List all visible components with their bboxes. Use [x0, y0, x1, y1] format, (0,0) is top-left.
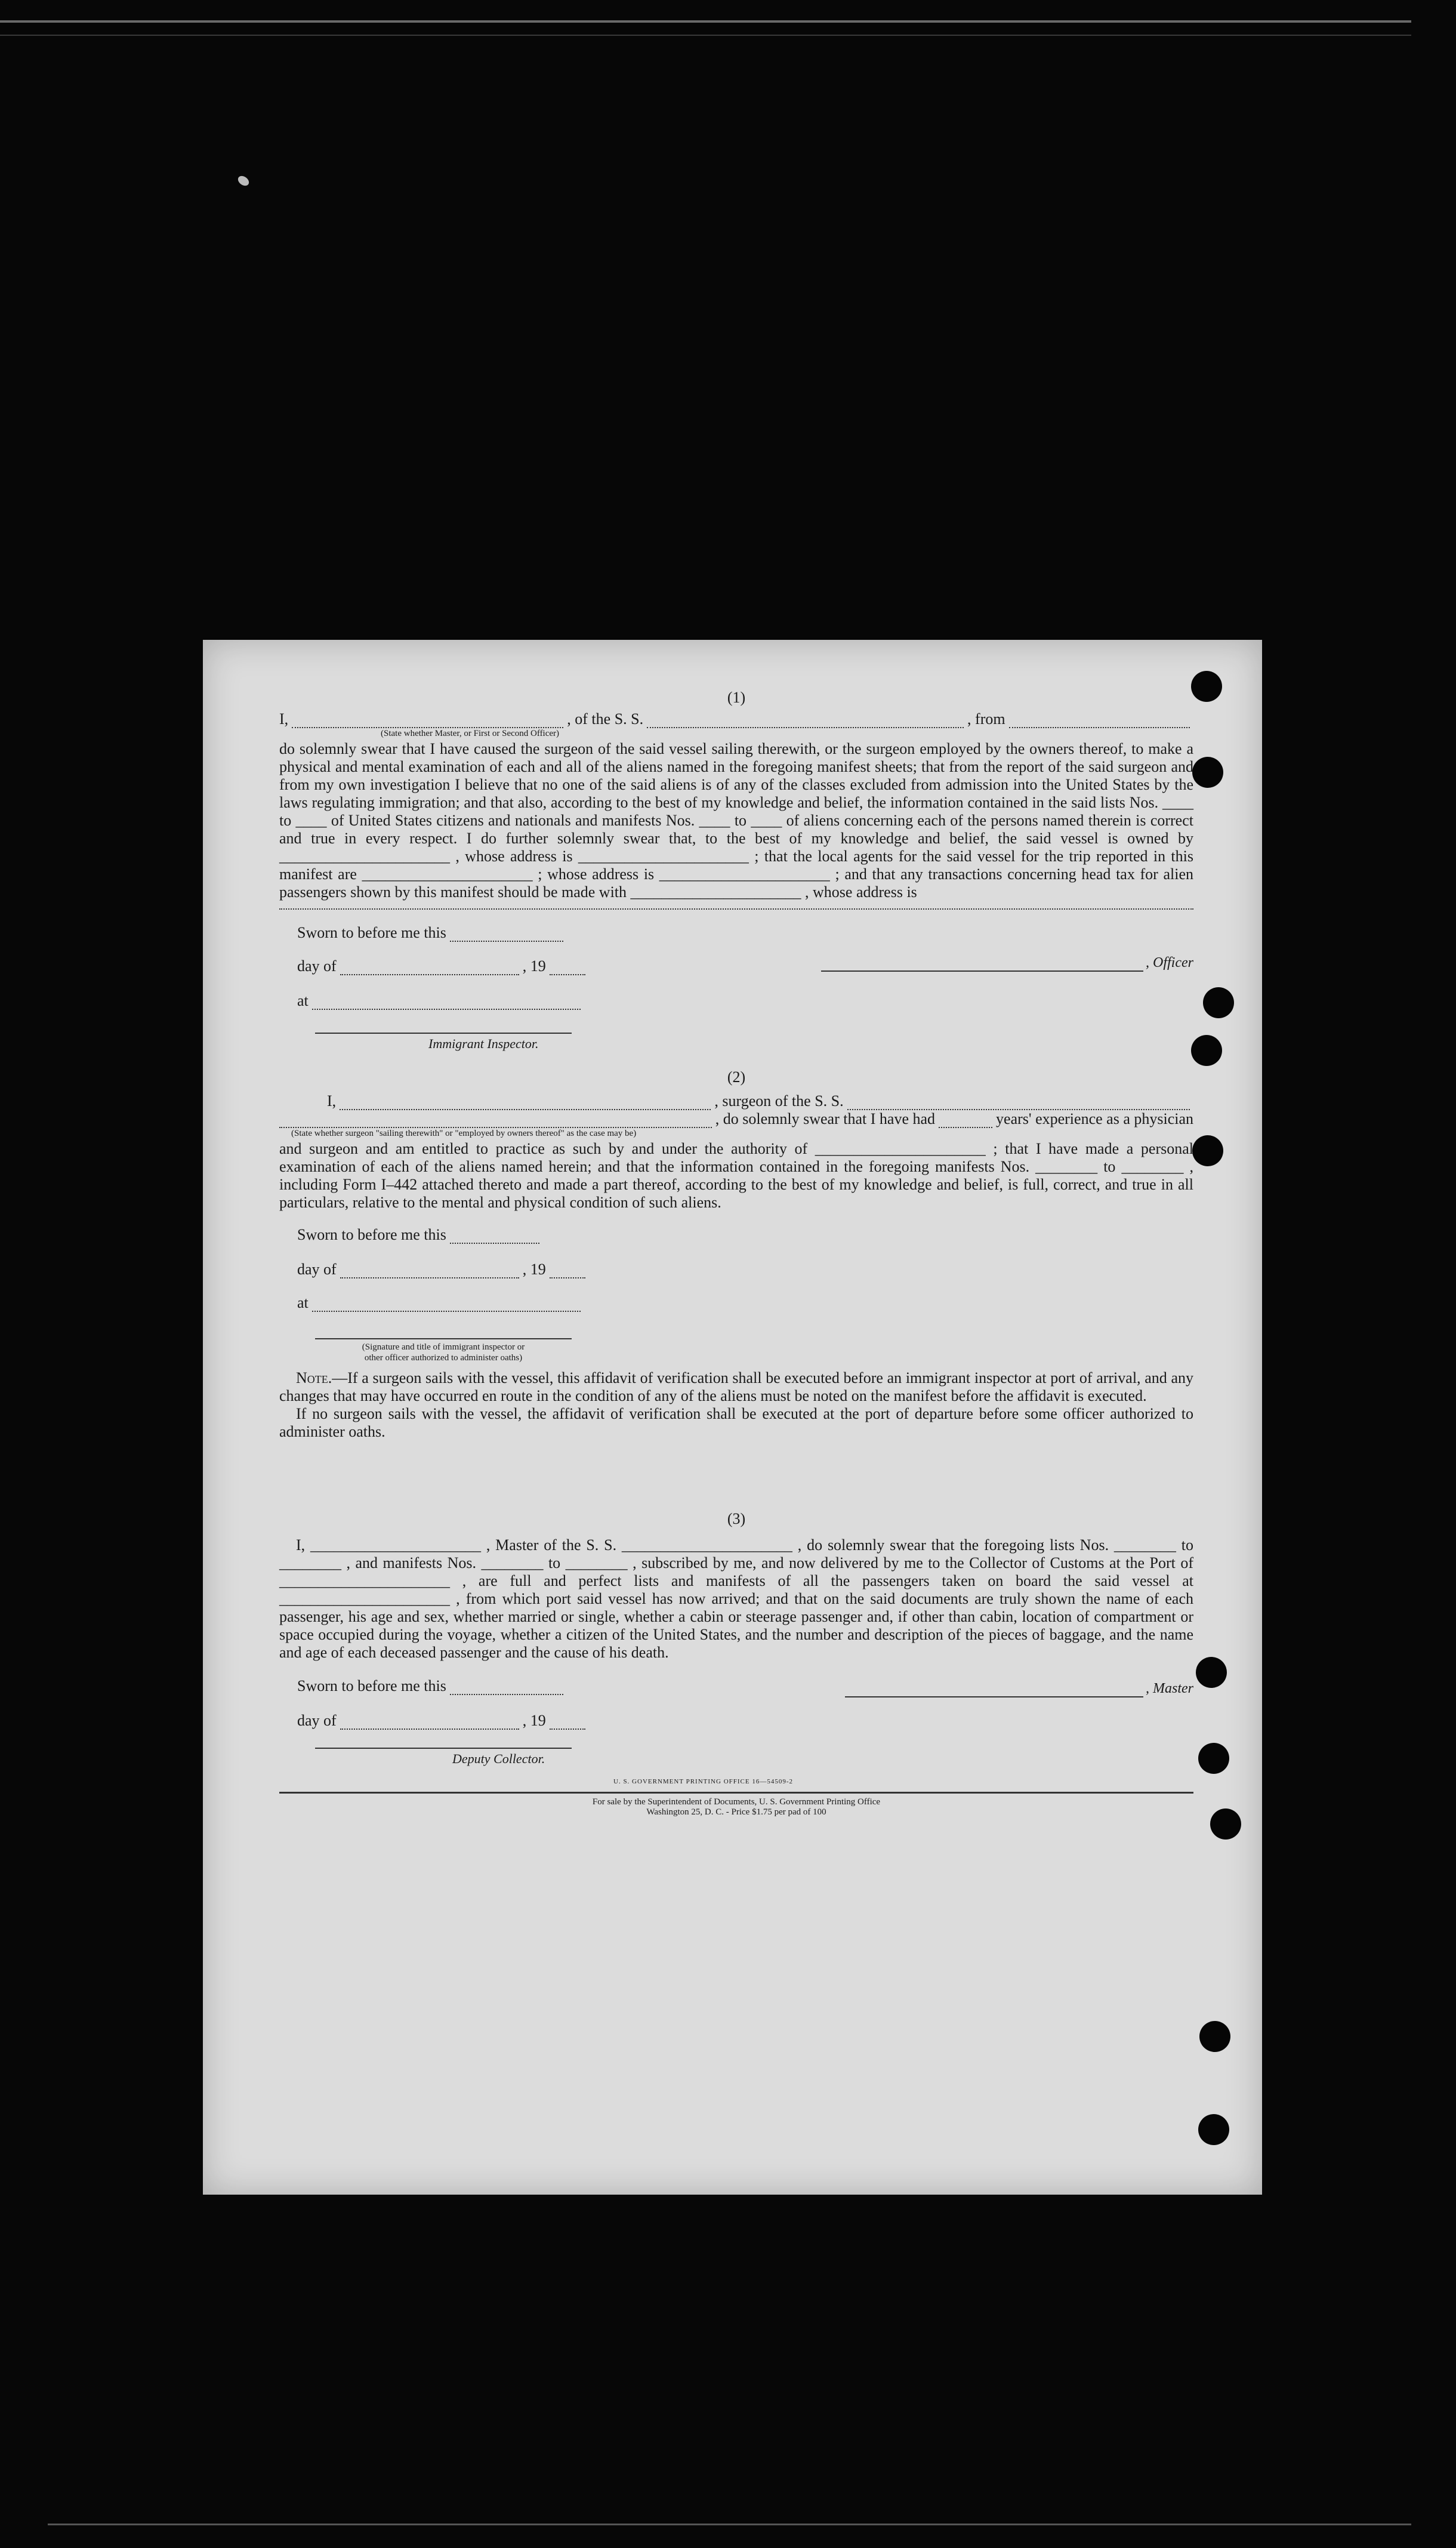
vessel-name-blank[interactable] — [647, 714, 964, 728]
signature-caption — [303, 1342, 584, 1363]
officer-caption: , Officer — [1146, 955, 1193, 970]
at-label: at — [297, 992, 309, 1009]
section-2-number: (2) — [727, 1068, 746, 1086]
sale-notice — [279, 1797, 1193, 1817]
punch-hole — [1203, 987, 1234, 1018]
sale-notice-line-1: For sale by the Superintendent of Documents, U. S. Government Printing Office — [592, 1797, 881, 1807]
note-block — [279, 1369, 1193, 1441]
officer-signature-line[interactable] — [821, 970, 1143, 972]
master-caption: , Master — [1146, 1681, 1193, 1696]
label-of-the-ss: , of the S. S. — [567, 710, 644, 728]
at-blank[interactable] — [312, 1298, 581, 1312]
punch-hole — [1192, 1135, 1223, 1166]
scan-border-top-inner — [0, 35, 1411, 36]
sworn-date-blank[interactable] — [450, 1230, 539, 1244]
section-3-jurat — [279, 1665, 1193, 1785]
day-row — [297, 1712, 589, 1730]
punch-hole — [1196, 1657, 1227, 1688]
sworn-row — [297, 1226, 543, 1244]
officer-title-caption: (State whether Master, or First or Second Officer) — [381, 729, 560, 738]
address-blank[interactable] — [279, 901, 1193, 910]
year-label: , 19 — [522, 1712, 546, 1729]
label-surgeon-of-ss: , surgeon of the S. S. — [714, 1092, 844, 1110]
signature-caption-line-1: (Signature and title of immigrant inspector or — [362, 1342, 525, 1352]
punch-hole — [1192, 757, 1223, 788]
affidavit-content — [279, 689, 1193, 1817]
inspector-signature-line[interactable] — [315, 1033, 572, 1034]
footer-rule — [279, 1792, 1193, 1794]
master-row — [845, 1680, 1193, 1697]
at-label: at — [297, 1294, 309, 1311]
label-i: I, — [327, 1092, 337, 1110]
section-2-jurat — [279, 1215, 1193, 1364]
scan-border-top — [0, 20, 1411, 23]
caption-row — [279, 1128, 1193, 1140]
at-row — [297, 1294, 584, 1312]
officer-signature-line[interactable] — [315, 1338, 572, 1339]
label-i: I, — [279, 710, 289, 728]
label-years-experience: years' experience as a physician — [996, 1110, 1193, 1127]
punch-hole — [1191, 671, 1222, 702]
section-1-jurat — [279, 913, 1193, 1056]
day-blank[interactable] — [340, 1264, 519, 1278]
officer-name-blank[interactable] — [292, 714, 563, 728]
note-label: Note. — [296, 1369, 332, 1387]
departure-port-blank[interactable] — [1009, 714, 1190, 728]
sworn-label: Sworn to before me this — [297, 1226, 446, 1243]
punch-hole — [1199, 2021, 1230, 2052]
at-row — [297, 992, 584, 1010]
document-page — [203, 640, 1262, 2195]
day-of-label: day of — [297, 1712, 337, 1729]
label-from: , from — [967, 710, 1005, 728]
sworn-row — [297, 1677, 567, 1695]
punch-hole — [1191, 1035, 1222, 1066]
punch-hole — [1198, 2114, 1229, 2145]
note-text-2: If no surgeon sails with the vessel, the affidavit of verification shall be executed at the port of departure before some officer authorized to administer oaths. — [279, 1405, 1193, 1440]
day-blank[interactable] — [340, 1715, 519, 1730]
year-label: , 19 — [522, 957, 546, 975]
day-of-label: day of — [297, 957, 337, 975]
signature-caption-line-2: other officer authorized to administer oaths) — [364, 1353, 523, 1363]
section-1-number: (1) — [727, 689, 746, 706]
punch-hole — [1198, 1743, 1229, 1774]
sworn-label: Sworn to before me this — [297, 1677, 446, 1694]
sworn-date-blank[interactable] — [450, 1681, 563, 1695]
surgeon-status-caption: (State whether surgeon "sailing therewith" or "employed by owners thereof" as the case may be) — [291, 1129, 637, 1138]
surgeon-vessel-blank[interactable] — [847, 1096, 1190, 1110]
section-3-body: I, ______________________ , Master of the S. S. ______________________ , do solemnly swear that the foregoing lists Nos. ________ to ________ , and manifests Nos. ________ to ________ , subscribed by me, and now delivered by me to the Collector of Customs at the Port of ______________________ , are full and perfect lists and manifests of all the passengers taken on board the said vessel at ______________________ , from which port said vessel has now arrived; and that on the said documents are truly shown the name of each passenger, his age and sex, whether married or single, whether a cabin or steerage passenger and, if other than cabin, location of compartment or space occupied during the voyage, whether a citizen of the United States, and the number and description of the pieces of baggage, and the name and age of each deceased passenger and the cause of his death. — [279, 1536, 1193, 1661]
scan-border-bottom — [48, 2524, 1411, 2525]
section-1-body: do solemnly swear that I have caused the surgeon of the said vessel sailing therewith, or the surgeon employed by the owners thereof, to make a physical and mental examination of each and all of the aliens named in the foregoing manifest sheets; that from the report of the said surgeon and from my own investigation I believe that no one of the said aliens is of any of the classes excluded from admission into the United States by the laws regulating immigration; and that also, according to the best of my knowledge and belief, the information contained in the said lists Nos. ____ to ____ of United States citizens and nationals and manifests Nos. ____ to ____ of aliens concerning each of the persons named therein is correct and true in every respect. I do further solemnly swear that, to the best of my knowledge and belief, the said vessel is owned by ______________________ , whose address is ______________________ ; that the local agents for the said vessel for the trip reported in this manifest are ______________________ ; whose address is ______________________ ; and that any transactions concerning head tax for alien passengers shown by this manifest should be made with ______________________ , whose address is — [279, 740, 1193, 901]
day-row — [297, 957, 589, 975]
surgeon-status-blank[interactable] — [279, 1114, 712, 1128]
sworn-date-blank[interactable] — [450, 928, 563, 942]
section-2-second-line — [279, 1110, 1193, 1128]
year-blank[interactable] — [550, 1264, 585, 1278]
sworn-label: Sworn to before me this — [297, 924, 446, 941]
year-blank[interactable] — [550, 1715, 585, 1730]
surgeon-name-blank[interactable] — [340, 1096, 711, 1110]
at-blank[interactable] — [312, 996, 581, 1010]
caption-row — [279, 728, 1193, 740]
year-label: , 19 — [522, 1261, 546, 1278]
day-of-label: day of — [297, 1261, 337, 1278]
day-row — [297, 1261, 589, 1278]
years-blank[interactable] — [939, 1114, 992, 1128]
section-2-first-line — [279, 1092, 1193, 1110]
collector-signature-line[interactable] — [315, 1748, 572, 1749]
deputy-collector-caption: Deputy Collector. — [452, 1751, 545, 1766]
sworn-row — [297, 924, 567, 942]
section-2-body: and surgeon and am entitled to practice as such by and under the authority of ______________________ ; that I have made a personal examination of each of the aliens named herein; and that the information contained in the foregoing manifests Nos. ________ to ________ , including Form I–442 attached thereto and made a part thereof, according to the best of my knowledge and belief, is full, correct, and true in all particulars, relative to the mental and physical condition of such aliens. — [279, 1140, 1193, 1211]
section-3-number: (3) — [727, 1510, 746, 1527]
dust-speck — [236, 174, 251, 188]
note-text-1: —If a surgeon sails with the vessel, this affidavit of verification shall be executed before an immigrant inspector at port of arrival, and any changes that may have occurred en route in the condition of any of the aliens must be noted on the manifest before the affidavit is executed. — [279, 1369, 1193, 1404]
sale-notice-line-2: Washington 25, D. C. - Price $1.75 per pad of 100 — [646, 1807, 826, 1817]
immigrant-inspector-caption: Immigrant Inspector. — [428, 1036, 539, 1051]
label-do-solemnly-swear: , do solemnly swear that I have had — [715, 1110, 936, 1127]
gpo-imprint: U. S. GOVERNMENT PRINTING OFFICE 16—54509-2 — [613, 1778, 794, 1785]
year-blank[interactable] — [550, 961, 585, 975]
master-signature-line[interactable] — [845, 1696, 1143, 1697]
punch-hole — [1210, 1808, 1241, 1840]
section-1-first-line — [279, 710, 1193, 728]
day-blank[interactable] — [340, 961, 519, 975]
officer-row — [821, 954, 1193, 972]
